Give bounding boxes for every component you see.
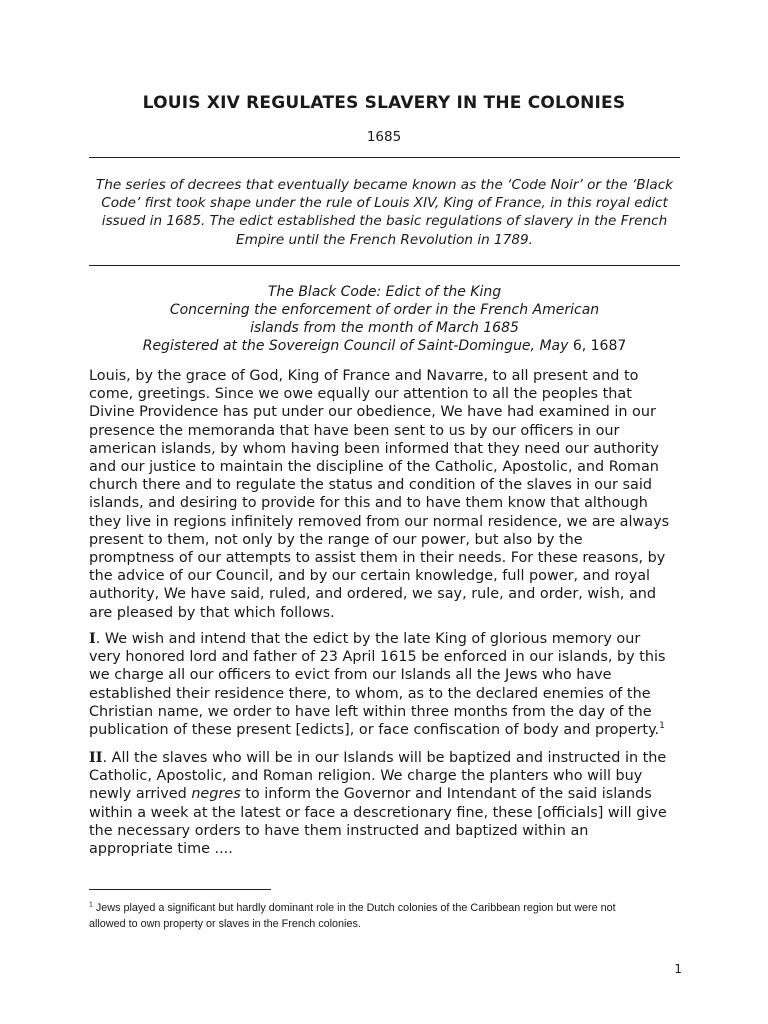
document-title: LOUIS XIV REGULATES SLAVERY IN THE COLONIES: [142, 93, 626, 113]
footnote-mark: 1: [89, 901, 93, 909]
article-1-line: [89, 630, 689, 648]
edict-heading: [89, 283, 680, 355]
emphasized-word: negres: [191, 786, 241, 803]
preamble-line: and our justice to maintain the discipline of the Catholic, Apostolic, and Roman: [89, 459, 659, 476]
preamble-line: presence the memoranda that have been sent to us by our officers in our: [89, 422, 620, 439]
preamble-line: american islands, by whom having been informed that they need our authority: [89, 440, 659, 457]
article-2-line: Catholic, Apostolic, and Roman religion. We charge the planters who will buy: [89, 768, 643, 785]
article-text: newly arrived: [89, 786, 192, 803]
preamble-paragraph: [89, 367, 689, 622]
article-1-line: very honored lord and father of 23 April 1615 be enforced in our islands, by this: [89, 649, 666, 666]
registration-date: 6, 1687: [572, 338, 627, 354]
article-1-line: we charge all our officers to evict from our Islands all the Jews who have: [89, 667, 612, 684]
registration-text: Registered at the Sovereign Council of Saint-Domingue, May: [142, 338, 573, 354]
preamble-line: promptness of our attempts to assist them in their needs. For these reasons, by: [89, 550, 666, 567]
intro-line: Empire until the French Revolution in 1789.: [236, 231, 533, 248]
edict-heading-line: Concerning the enforcement of order in the French American: [169, 302, 600, 318]
edict-heading-line: islands from the month of March 1685: [250, 320, 519, 336]
article-numeral: I: [89, 630, 96, 647]
article-2: [89, 749, 689, 858]
footnote-line: [89, 900, 689, 916]
preamble-line: are pleased by that which follows.: [89, 604, 335, 621]
article-text: . All the slaves who will be in our Islands will be baptized and instructed in the: [102, 750, 667, 766]
article-2-line: [89, 749, 689, 767]
document-year: 1685: [366, 129, 402, 145]
preamble-line: authority, We have said, ruled, and ordered, we say, rule, and order, wish, and: [89, 586, 657, 603]
intro-line: Code’ first took shape under the rule of Louis XIV, King of France, in this royal edict: [101, 195, 668, 212]
article-text: to inform the Governor and Intendant of the said islands: [240, 786, 652, 803]
preamble-line: Louis, by the grace of God, King of France and Navarre, to all present and to: [89, 368, 639, 384]
article-2-line: appropriate time ....: [89, 841, 233, 858]
article-text: publication of these present [edicts], or face confiscation of body and property.: [89, 722, 660, 739]
intro-paragraph: [89, 176, 680, 249]
article-1: [89, 630, 689, 739]
intro-line: issued in 1685. The edict established the basic regulations of slavery in the French: [101, 213, 668, 230]
footnote-line: allowed to own property or slaves in the French colonies.: [89, 918, 361, 930]
article-2-line: the necessary orders to have them instructed and baptized within an: [89, 822, 589, 839]
article-1-line: Christian name, we order to have left within three months from the day of the: [89, 703, 652, 720]
article-text: . We wish and intend that the edict by the late King of glorious memory our: [95, 631, 641, 647]
divider-bottom: [89, 265, 680, 266]
preamble-line: present to them, not only by the range of our power, but also by the: [89, 531, 583, 548]
article-2-line: [89, 785, 689, 803]
preamble-line: islands, and desiring to provide for this and to have them know that although: [89, 495, 648, 512]
preamble-line: they live in regions infinitely removed from our normal residence, we are always: [89, 513, 670, 530]
intro-line: The series of decrees that eventually became known as the ‘Code Noir’ or the ‘Black: [95, 177, 674, 193]
article-numeral: II: [89, 749, 103, 766]
article-1-line: established their residence there, to whom, as to the declared enemies of the: [89, 685, 651, 702]
footnote-reference[interactable]: 1: [659, 721, 665, 732]
edict-heading-line: [89, 337, 680, 355]
divider-top: [89, 157, 680, 158]
footnote-text: Jews played a significant but hardly dominant role in the Dutch colonies of the Caribbean region but were not: [92, 902, 616, 914]
edict-heading-line: The Black Code: Edict of the King: [267, 284, 502, 300]
preamble-line: Divine Providence has put under our obedience, We have had examined in our: [89, 404, 656, 421]
preamble-line: the advice of our Council, and by our certain knowledge, full power, and royal: [89, 568, 651, 585]
article-2-line: within a week at the latest or face a descretionary fine, these [officials] will give: [89, 804, 667, 821]
footnote-separator: [89, 889, 271, 890]
preamble-line: church there and to regulate the status and condition of the slaves in our said: [89, 477, 652, 494]
page-number: 1: [674, 962, 682, 976]
preamble-line: come, greetings. Since we owe equally our attention to all the peoples that: [89, 386, 632, 403]
footnote: [89, 900, 689, 932]
article-1-line: [89, 721, 689, 739]
